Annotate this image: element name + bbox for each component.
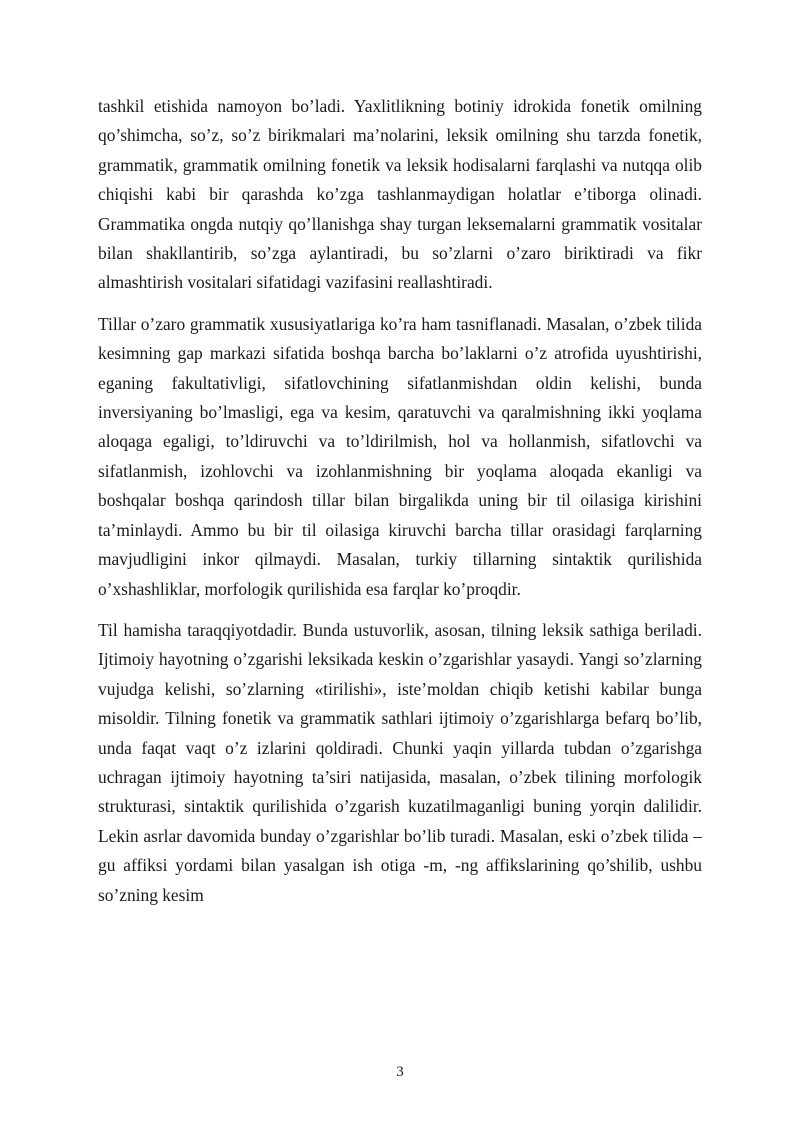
paragraph: Tillar o’zaro grammatik xususiyatlariga ko’ra ham tasniflanadi. Masalan, o’zbek tilida kesimning gap markazi sifatida boshqa barcha bo’laklarni o’z atrofida uyushtirishi, eganing fakultativligi, sifatlovchining sifatlanmishdan oldin kelishi, bunda inversiyaning bo’lmasligi, ega va kesim, qaratuvchi va qaralmishning ikki yoqlama aloqaga egaligi, to’ldiruvchi va to’ldirilmish, hol va hollanmish, sifatlovchi va sifatlanmish, izohlovchi va izohlanmishning bir yoqlama aloqada ekanligi va boshqalar boshqa qarindosh tillar bilan birgalikda uning bir til oilasiga kirishini ta’minlaydi. Ammo bu bir til oilasiga kiruvchi barcha tillar orasidagi farqlarning mavjudligini inkor qilmaydi. Masalan, turkiy tillarning sintaktik qurilishida o’xshashliklar, morfologik qurilishida esa farqlar ko’proqdir. [98, 313, 702, 599]
paragraph: tashkil etishida namoyon bo’ladi. Yaxlitlikning botiniy idrokida fonetik omilning qo’shimcha, so’z, so’z birikmalari ma’nolarini, leksik omilning shu tarzda fonetik, grammatik, grammatik omilning fonetik va leksik hodisalarni farqlashi va nutqqa olib chiqishi kabi bir qarashda ko’zga tashlanmaydigan holatlar e’tiborga olinadi. Grammatika ongda nutqiy qo’llanishga shay turgan leksemalarni grammatik vositalar bilan shakllantirib, so’zga aylantiradi, bu so’zlarni o’zaro biriktiradi va fikr almashtirish vositalari sifatidagi vazifasini reallashtiradi. [98, 96, 702, 293]
paragraph: Til hamisha taraqqiyotdadir. Bunda ustuvorlik, asosan, tilning leksik sathiga beriladi. Ijtimoiy hayotning o’zgarishi leksikada keskin o’zgarishlar yasaydi. Yangi so’zlarning vujudga kelishi, so’zlarning «tirilishi», iste’moldan chiqib ketishi kabilar bunga misoldir. Tilning fonetik va grammatik sathlari ijtimoiy o’zgarishlarga befarq bo’lib, unda faqat vaqt o’z izlarini qoldiradi. Chunki yaqin yillarda tubdan o’zgarishga uchragan ijtimoiy hayotning ta’siri natijasida, masalan, o’zbek tilining morfologik strukturasi, sintaktik qurilishida o’zgarish kuzatilmaganligi buning yorqin dalilidir. Lekin asrlar davomida bunday o’zgarishlar bo’lib turadi. Masalan, eski o’zbek tilida –gu affiksi yordami bilan yasalgan ish otiga -m, -ng affikslarining qo’shilib, ushbu so’zning kesim [98, 619, 702, 905]
page-body [98, 92, 702, 910]
page-number: 3 [396, 1064, 404, 1080]
